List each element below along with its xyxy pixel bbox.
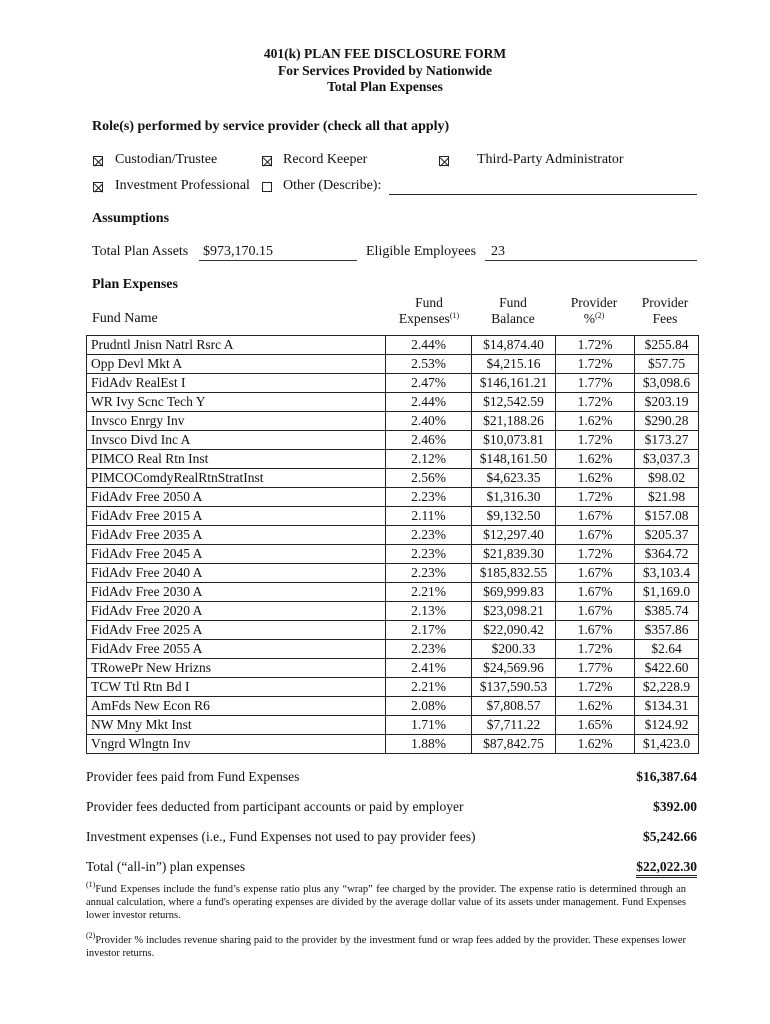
fund-balance-cell: $69,999.83: [472, 583, 556, 602]
provider-pct-cell: 1.67%: [556, 507, 635, 526]
column-header-fund-balance-line2: Balance: [491, 311, 535, 326]
provider-pct-cell: 1.72%: [556, 431, 635, 450]
fund-balance-cell: $87,842.75: [472, 735, 556, 754]
table-row: [87, 412, 699, 431]
provider-fees-cell: $173.27: [635, 431, 699, 450]
assumptions-heading: Assumptions: [92, 211, 170, 226]
table-row: [87, 697, 699, 716]
provider-fees-cell: $385.74: [635, 602, 699, 621]
fund-balance-cell: $7,711.22: [472, 716, 556, 735]
fund-balance-cell: $7,808.57: [472, 697, 556, 716]
plan-expenses-heading: Plan Expenses: [92, 277, 178, 292]
plan-expenses-table-body: [87, 336, 699, 754]
fund-name-cell: FidAdv Free 2030 A: [87, 583, 386, 602]
provider-fees-cell: $357.86: [635, 621, 699, 640]
fund-expenses-cell: 2.11%: [386, 507, 472, 526]
table-row: [87, 393, 699, 412]
footnote-1-marker: (1): [86, 880, 96, 889]
table-row: [87, 659, 699, 678]
column-header-fund-balance: [472, 295, 554, 327]
provider-pct-cell: 1.72%: [556, 336, 635, 355]
footnote-1-text: Fund Expenses include the fund’s expense ratio plus any “wrap” fee charged by the provider. The expense ratio is determined through an annual calculation, where a fund's operating expenses are divided by the average dollar value of its assets under management. Fund Expenses lower investor returns.: [86, 884, 686, 922]
table-row: [87, 716, 699, 735]
fund-balance-cell: $24,569.96: [472, 659, 556, 678]
fund-name-cell: PIMCOComdyRealRtnStratInst: [87, 469, 386, 488]
fund-expenses-cell: 2.17%: [386, 621, 472, 640]
form-title: 401(k) PLAN FEE DISCLOSURE FORM: [263, 46, 507, 61]
table-row: [87, 583, 699, 602]
provider-fees-cell: $3,037.3: [635, 450, 699, 469]
fund-name-cell: FidAdv Free 2025 A: [87, 621, 386, 640]
fund-name-cell: Invsco Enrgy Inv: [87, 412, 386, 431]
fund-balance-cell: $148,161.50: [472, 450, 556, 469]
fund-name-cell: WR Ivy Scnc Tech Y: [87, 393, 386, 412]
table-row: [87, 488, 699, 507]
fund-name-cell: PIMCO Real Rtn Inst: [87, 450, 386, 469]
summary-value: $392.00: [653, 799, 697, 814]
provider-fees-cell: $157.08: [635, 507, 699, 526]
fund-expenses-cell: 2.53%: [386, 355, 472, 374]
fund-expenses-cell: 2.13%: [386, 602, 472, 621]
provider-pct-cell: 1.72%: [556, 393, 635, 412]
provider-pct-cell: 1.77%: [556, 659, 635, 678]
column-header-fund-expenses: [387, 295, 471, 327]
footnote-2-text: Provider % includes revenue sharing paid to the provider by the investment fund or wrap fees added by the provider. These expenses lower investor returns.: [86, 935, 686, 960]
fund-expenses-cell: 2.23%: [386, 488, 472, 507]
table-row: [87, 621, 699, 640]
table-row: [87, 526, 699, 545]
fund-name-cell: AmFds New Econ R6: [87, 697, 386, 716]
fund-expenses-cell: 1.88%: [386, 735, 472, 754]
other-checkbox[interactable]: [262, 182, 272, 192]
provider-pct-cell: 1.72%: [556, 355, 635, 374]
provider-pct-cell: 1.77%: [556, 374, 635, 393]
other-description-field[interactable]: [389, 194, 697, 195]
summary-label: Total (“all-in”) plan expenses: [86, 859, 246, 874]
provider-pct-cell: 1.62%: [556, 735, 635, 754]
table-row: [87, 374, 699, 393]
fund-balance-cell: $10,073.81: [472, 431, 556, 450]
footnote-ref-2: (2): [594, 311, 605, 320]
fund-balance-cell: $4,215.16: [472, 355, 556, 374]
fund-name-cell: FidAdv Free 2035 A: [87, 526, 386, 545]
custodian-trustee-checkbox[interactable]: [93, 156, 103, 166]
table-row: [87, 450, 699, 469]
column-header-fund-name: Fund Name: [92, 311, 158, 326]
fund-balance-cell: $21,839.30: [472, 545, 556, 564]
summary-value: $16,387.64: [636, 769, 697, 784]
table-row: [87, 564, 699, 583]
fund-name-cell: FidAdv Free 2055 A: [87, 640, 386, 659]
fund-name-cell: FidAdv Free 2045 A: [87, 545, 386, 564]
table-row: [87, 355, 699, 374]
column-header-provider-fees-line1: Provider: [641, 295, 689, 310]
provider-pct-cell: 1.72%: [556, 640, 635, 659]
fund-expenses-cell: 2.21%: [386, 678, 472, 697]
footnote-1: [86, 880, 686, 923]
fund-expenses-cell: 2.08%: [386, 697, 472, 716]
fund-expenses-cell: 2.56%: [386, 469, 472, 488]
fund-name-cell: Prudntl Jnisn Natrl Rsrc A: [87, 336, 386, 355]
fund-balance-cell: $22,090.42: [472, 621, 556, 640]
provider-fees-cell: $255.84: [635, 336, 699, 355]
fund-balance-cell: $137,590.53: [472, 678, 556, 697]
record-keeper-label: Record Keeper: [283, 152, 368, 167]
fund-name-cell: FidAdv Free 2015 A: [87, 507, 386, 526]
fund-expenses-cell: 2.41%: [386, 659, 472, 678]
summary-label: Provider fees deducted from participant accounts or paid by employer: [86, 799, 464, 814]
table-row: [87, 678, 699, 697]
fund-name-cell: Opp Devl Mkt A: [87, 355, 386, 374]
summary-label: Investment expenses (i.e., Fund Expenses not used to pay provider fees): [86, 829, 476, 844]
provider-fees-cell: $124.92: [635, 716, 699, 735]
provider-fees-cell: $3,103.4: [635, 564, 699, 583]
footnote-ref-1: (1): [449, 311, 460, 320]
eligible-employees-value: 23: [491, 244, 505, 259]
fund-balance-cell: $12,297.40: [472, 526, 556, 545]
fund-name-cell: FidAdv RealEst I: [87, 374, 386, 393]
other-label: Other (Describe):: [283, 178, 382, 193]
footnote-2: [86, 931, 686, 960]
summary-label: Provider fees paid from Fund Expenses: [86, 769, 300, 784]
provider-pct-cell: 1.67%: [556, 621, 635, 640]
provider-pct-cell: 1.67%: [556, 526, 635, 545]
fund-expenses-cell: 2.44%: [386, 336, 472, 355]
provider-fees-cell: $2,228.9: [635, 678, 699, 697]
fund-balance-cell: $1,316.30: [472, 488, 556, 507]
column-header-provider-fees-line2: Fees: [652, 311, 678, 326]
provider-pct-cell: 1.67%: [556, 602, 635, 621]
summary-value: $5,242.66: [643, 829, 697, 844]
column-header-provider-pct: [555, 295, 633, 327]
total-plan-assets-value: $973,170.15: [203, 244, 273, 259]
third-party-administrator-label: Third-Party Administrator: [477, 152, 624, 167]
fund-expenses-cell: 2.47%: [386, 374, 472, 393]
fund-name-cell: FidAdv Free 2040 A: [87, 564, 386, 583]
provider-fees-cell: $422.60: [635, 659, 699, 678]
plan-expenses-table: [86, 335, 699, 754]
table-row: [87, 507, 699, 526]
custodian-trustee-label: Custodian/Trustee: [115, 152, 218, 167]
column-header-provider-pct-line1: Provider: [570, 295, 618, 310]
fund-balance-cell: $146,161.21: [472, 374, 556, 393]
table-row: [87, 640, 699, 659]
fund-balance-cell: $185,832.55: [472, 564, 556, 583]
provider-fees-cell: $1,169.0: [635, 583, 699, 602]
form-subtitle: For Services Provided by Nationwide: [278, 62, 492, 78]
fund-name-cell: NW Mny Mkt Inst: [87, 716, 386, 735]
fund-balance-cell: $200.33: [472, 640, 556, 659]
fund-expenses-cell: 1.71%: [386, 716, 472, 735]
provider-fees-cell: $1,423.0: [635, 735, 699, 754]
provider-pct-cell: 1.62%: [556, 450, 635, 469]
investment-professional-label: Investment Professional: [115, 178, 250, 193]
fund-expenses-cell: 2.23%: [386, 526, 472, 545]
column-header-provider-fees: [633, 295, 697, 327]
fund-expenses-cell: 2.40%: [386, 412, 472, 431]
fund-name-cell: FidAdv Free 2020 A: [87, 602, 386, 621]
fund-name-cell: FidAdv Free 2050 A: [87, 488, 386, 507]
fund-expenses-cell: 2.46%: [386, 431, 472, 450]
fund-expenses-cell: 2.23%: [386, 545, 472, 564]
fund-expenses-cell: 2.23%: [386, 640, 472, 659]
provider-fees-cell: $203.19: [635, 393, 699, 412]
provider-pct-cell: 1.62%: [556, 697, 635, 716]
provider-pct-cell: 1.62%: [556, 469, 635, 488]
fund-balance-cell: $9,132.50: [472, 507, 556, 526]
provider-pct-cell: 1.72%: [556, 678, 635, 697]
total-plan-assets-underline: [199, 260, 357, 261]
fund-balance-cell: $23,098.21: [472, 602, 556, 621]
provider-fees-cell: $364.72: [635, 545, 699, 564]
provider-pct-cell: 1.67%: [556, 564, 635, 583]
table-row: [87, 469, 699, 488]
fund-expenses-cell: 2.12%: [386, 450, 472, 469]
fund-balance-cell: $21,188.26: [472, 412, 556, 431]
provider-pct-cell: 1.65%: [556, 716, 635, 735]
table-row: [87, 735, 699, 754]
fund-name-cell: Vngrd Wlngtn Inv: [87, 735, 386, 754]
provider-pct-cell: 1.62%: [556, 412, 635, 431]
fund-expenses-cell: 2.44%: [386, 393, 472, 412]
table-row: [87, 336, 699, 355]
summary-total-value: $22,022.30: [636, 859, 697, 878]
table-row: [87, 545, 699, 564]
provider-fees-cell: $2.64: [635, 640, 699, 659]
column-header-fund-expenses-line2: Expenses$^{(1)}$: [398, 311, 460, 326]
provider-fees-cell: $57.75: [635, 355, 699, 374]
provider-fees-cell: $3,098.6: [635, 374, 699, 393]
form-title-block: [0, 46, 770, 96]
eligible-employees-underline: [485, 260, 697, 261]
column-header-fund-balance-line1: Fund: [499, 295, 527, 310]
provider-pct-cell: 1.72%: [556, 488, 635, 507]
total-plan-assets-label: Total Plan Assets: [92, 244, 189, 259]
fund-expenses-cell: 2.23%: [386, 564, 472, 583]
column-header-provider-pct-line2: %$^{(2)}$: [583, 311, 605, 326]
table-row: [87, 431, 699, 450]
provider-fees-cell: $134.31: [635, 697, 699, 716]
fund-balance-cell: $4,623.35: [472, 469, 556, 488]
form-section-title: Total Plan Expenses: [327, 79, 443, 94]
table-row: [87, 602, 699, 621]
record-keeper-checkbox[interactable]: [262, 156, 272, 166]
fund-balance-cell: $14,874.40: [472, 336, 556, 355]
fund-name-cell: TRowePr New Hrizns: [87, 659, 386, 678]
provider-fees-cell: $290.28: [635, 412, 699, 431]
footnote-2-marker: (2): [86, 931, 96, 940]
roles-heading: Role(s) performed by service provider (check all that apply): [92, 119, 450, 134]
fund-name-cell: Invsco Divd Inc A: [87, 431, 386, 450]
fund-balance-cell: $12,542.59: [472, 393, 556, 412]
provider-pct-cell: 1.67%: [556, 583, 635, 602]
fund-expenses-cell: 2.21%: [386, 583, 472, 602]
eligible-employees-label: Eligible Employees: [366, 244, 477, 259]
column-header-fund-expenses-line1: Fund: [415, 295, 443, 310]
provider-fees-cell: $21.98: [635, 488, 699, 507]
fund-name-cell: TCW Ttl Rtn Bd I: [87, 678, 386, 697]
investment-professional-checkbox[interactable]: [93, 182, 103, 192]
third-party-administrator-checkbox[interactable]: [439, 156, 449, 166]
provider-pct-cell: 1.72%: [556, 545, 635, 564]
provider-fees-cell: $205.37: [635, 526, 699, 545]
provider-fees-cell: $98.02: [635, 469, 699, 488]
